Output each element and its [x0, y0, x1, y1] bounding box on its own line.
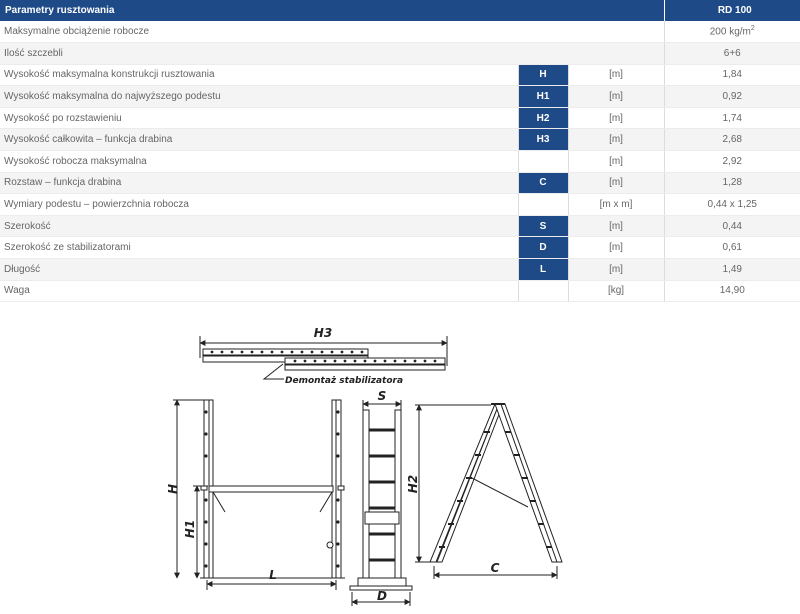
label-h2: H2 [406, 474, 420, 494]
dim-lines-front [173, 400, 336, 590]
label-stabilizer: Demontaż stabilizatora [285, 376, 404, 386]
param-symbol: L [518, 259, 568, 281]
param-value [664, 21, 800, 43]
param-name: Wysokość maksymalna do najwyższego podestu [0, 86, 518, 108]
param-value: 0,92 [664, 86, 800, 108]
rung-hole [314, 360, 317, 363]
table-row [0, 237, 800, 259]
rung-hole [336, 542, 339, 545]
param-name: Wysokość całkowita – funkcja drabina [0, 129, 518, 151]
label-h1: H1 [183, 519, 197, 539]
rung-hole [374, 360, 377, 363]
param-unit: [m x m] [568, 194, 664, 216]
rung-hole [336, 410, 339, 413]
table-row [0, 21, 800, 43]
rung-hole [424, 360, 427, 363]
rung-hole [414, 360, 417, 363]
param-value: 0,44 [664, 215, 800, 237]
param-unit: [m] [568, 129, 664, 151]
rung-hole [261, 351, 264, 354]
table-row [0, 43, 800, 65]
param-symbol [518, 194, 568, 216]
rung-hole [354, 360, 357, 363]
param-symbol: S [518, 215, 568, 237]
rung-hole [344, 360, 347, 363]
rung-hole [251, 351, 254, 354]
rung-hole [301, 351, 304, 354]
table-row [0, 280, 800, 302]
param-symbol [518, 280, 568, 302]
rung-hole [364, 360, 367, 363]
param-name: Wysokość robocza maksymalna [0, 151, 518, 173]
param-name: Wysokość po rozstawieniu [0, 107, 518, 129]
rung-hole [384, 360, 387, 363]
rung-hole [394, 360, 397, 363]
table-header-row [0, 0, 800, 21]
table-row [0, 215, 800, 237]
rung-hole [351, 351, 354, 354]
scaffold-side-view [350, 410, 412, 590]
label-d: D [377, 589, 387, 603]
rung-hole [336, 432, 339, 435]
rung-hole [204, 454, 207, 457]
param-unit: [m] [568, 215, 664, 237]
param-value: 0,44 x 1,25 [664, 194, 800, 216]
param-symbol: H [518, 64, 568, 86]
param-name: Długość [0, 259, 518, 281]
param-unit: [m] [568, 107, 664, 129]
rung-hole [204, 410, 207, 413]
label-l: L [269, 568, 277, 582]
rung-hole [336, 564, 339, 567]
rung-hole [294, 360, 297, 363]
rung-hole [204, 432, 207, 435]
table-row [0, 107, 800, 129]
param-value: 14,90 [664, 280, 800, 302]
param-value: 0,61 [664, 237, 800, 259]
rung-hole [334, 360, 337, 363]
param-value: 1,74 [664, 107, 800, 129]
param-value-text: 6+6 [723, 47, 741, 59]
ladder-top-view [200, 336, 447, 370]
table-row [0, 64, 800, 86]
rung-hole [311, 351, 314, 354]
param-value: 2,68 [664, 129, 800, 151]
table-row [0, 172, 800, 194]
param-symbol: H3 [518, 129, 568, 151]
param-name: Wysokość maksymalna konstrukcji rusztowania [0, 64, 518, 86]
param-unit: [m] [568, 172, 664, 194]
param-name: Rozstaw – funkcja drabina [0, 172, 518, 194]
param-unit: [m] [568, 259, 664, 281]
param-unit: [m] [568, 151, 664, 173]
scaffold-diagram [0, 300, 800, 614]
param-value-text: 200 kg/m [709, 26, 751, 38]
rung-hole [321, 351, 324, 354]
label-s: S [377, 389, 387, 403]
rung-hole [204, 542, 207, 545]
table-row [0, 151, 800, 173]
param-value: 1,49 [664, 259, 800, 281]
param-value: 1,28 [664, 172, 800, 194]
param-name: Wymiary podestu – powierzchnia robocza [0, 194, 518, 216]
param-name: Waga [0, 280, 518, 302]
parameters-table [0, 0, 800, 302]
rung-hole [271, 351, 274, 354]
param-value [664, 43, 800, 65]
label-h: H [166, 483, 180, 495]
label-c: C [490, 561, 500, 575]
rung-hole [336, 520, 339, 523]
rung-hole [204, 520, 207, 523]
rung-hole [211, 351, 214, 354]
param-symbol: H2 [518, 107, 568, 129]
a-frame-ladder [430, 404, 562, 562]
param-name: Szerokość ze stabilizatorami [0, 237, 518, 259]
param-symbol [518, 151, 568, 173]
stabilizer-callout [264, 364, 284, 379]
model-name: RD 100 [664, 0, 800, 21]
rung-hole [281, 351, 284, 354]
param-unit: [m] [568, 237, 664, 259]
rung-hole [331, 351, 334, 354]
table-title: Parametry rusztowania [0, 0, 664, 21]
rung-hole [221, 351, 224, 354]
param-unit: [m] [568, 86, 664, 108]
param-unit: [kg] [568, 280, 664, 302]
rung-hole [404, 360, 407, 363]
param-unit: [m] [568, 64, 664, 86]
table-row [0, 259, 800, 281]
table-row [0, 194, 800, 216]
param-name: Szerokość [0, 215, 518, 237]
param-symbol: C [518, 172, 568, 194]
table-row [0, 86, 800, 108]
rung-hole [291, 351, 294, 354]
rung-hole [204, 498, 207, 501]
param-symbol: H1 [518, 86, 568, 108]
label-h3: H3 [313, 326, 333, 340]
rung-hole [336, 498, 339, 501]
param-name: Maksymalne obciążenie robocze [0, 21, 664, 43]
rung-hole [361, 351, 364, 354]
rung-hole [304, 360, 307, 363]
rung-hole [204, 564, 207, 567]
table-row [0, 129, 800, 151]
param-symbol: D [518, 237, 568, 259]
rung-hole [241, 351, 244, 354]
rung-hole [434, 360, 437, 363]
param-value: 1,84 [664, 64, 800, 86]
scaffold-front-view [200, 400, 345, 578]
param-value-superscript: 2 [750, 25, 755, 33]
rung-hole [324, 360, 327, 363]
rung-hole [336, 454, 339, 457]
rung-hole [341, 351, 344, 354]
param-value: 2,92 [664, 151, 800, 173]
rung-hole [231, 351, 234, 354]
param-name: Ilość szczebli [0, 43, 664, 65]
